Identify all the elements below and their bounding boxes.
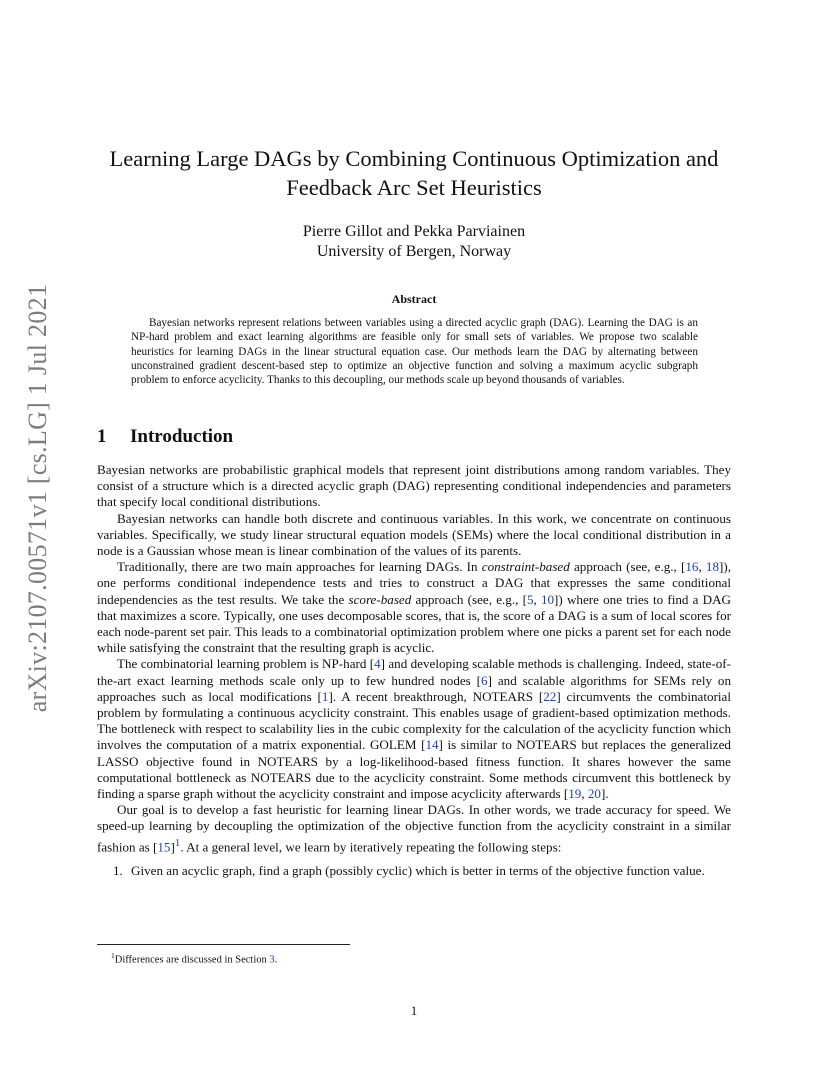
citation-link[interactable]: 20 — [587, 786, 601, 802]
paragraph-5 — [97, 802, 731, 855]
list-item-text: Given an acyclic graph, find a graph (possibly cyclic) which is better in terms of the objective function value. — [131, 863, 705, 879]
list-item-marker: 1. — [113, 863, 123, 879]
footnote — [111, 949, 277, 967]
author-block — [90, 222, 738, 262]
text-span: approach (see, e.g., [ — [569, 559, 686, 575]
citation-link[interactable]: 15 — [157, 839, 171, 855]
citation-link[interactable]: 16 — [685, 559, 699, 575]
section-body — [97, 462, 731, 879]
paragraph-4 — [97, 656, 731, 802]
footnote-text: Differences are discussed in Section — [114, 954, 270, 966]
footnote-rule — [97, 944, 350, 945]
footnote-marker[interactable]: 1 — [174, 836, 181, 849]
citation-link[interactable]: 19 — [568, 786, 582, 802]
section-heading-introduction — [97, 426, 233, 448]
citation-link[interactable]: 14 — [425, 737, 439, 753]
arxiv-stamp — [23, 283, 52, 713]
paragraph-3 — [97, 559, 731, 656]
text-span: . — [274, 954, 278, 966]
arxiv-id: arXiv:2107.00571v1 [cs.LG] 1 Jul 2021 — [23, 283, 52, 713]
text-span: , — [581, 786, 588, 802]
citation-link[interactable]: 6 — [481, 672, 488, 688]
step-list — [97, 863, 731, 879]
emphasis-score-based: score-based — [348, 591, 412, 607]
text-span: ]) where one tries to find a DAG that maximizes a score. Typically, one uses decomposable scores, that is, the score of a DAG is a sum of local scores for each node-parent set pair. This leads to a combinatorial optimization problem where one picks a parent set for each node while satisfying the constraint that the resulting graph is acyclic. — [97, 591, 732, 656]
citation-link[interactable]: 1 — [321, 688, 329, 704]
abstract-heading: Abstract — [391, 292, 437, 306]
section-title: Introduction — [130, 426, 234, 447]
text-span: The combinatorial learning problem is NP-hard [ — [117, 656, 375, 672]
paragraph-2: Bayesian networks can handle both discrete and continuous variables. In this work, we concentrate on continuous variables. Specifically, we study linear structural equation models (SEMs) where the local conditional distribution in a node is a Gaussian whose mean is linear combination of the values of its parents. — [97, 510, 731, 559]
section-number: 1 — [97, 426, 107, 447]
text-span: approach (see, e.g., [ — [411, 591, 527, 607]
text-span: ] is similar to NOTEARS but replaces the generalized LASSO objective found in NOTEARS by a log-likelihood-based fitness function. It shares however the same computational bottleneck as NOTEARS due to the acyclicity constraint. Some methods circumvent this bottleneck by finding a sparse graph without the acyclicity constraint and impose acyclicity afterwards [ — [97, 737, 731, 802]
paragraph-1: Bayesian networks are probabilistic graphical models that represent joint distributions among random variables. They consist of a structure which is a directed acyclic graph (DAG) representing conditional independencies and parameters that specify local conditional distributions. — [97, 462, 731, 510]
citation-link[interactable]: 22 — [543, 688, 557, 704]
page-number: 1 — [410, 1003, 418, 1018]
text-span: ] — [170, 839, 175, 855]
section-ref-link[interactable]: 3 — [269, 954, 275, 966]
citation-link[interactable]: 5 — [526, 591, 534, 607]
text-span: ]. A recent breakthrough, NOTEARS [ — [328, 688, 544, 704]
text-span: Traditionally, there are two main approaches for learning DAGs. In — [117, 559, 482, 575]
emphasis-constraint-based: constraint-based — [481, 559, 570, 575]
text-span: . At a general level, we learn by iteratively repeating the following steps: — [180, 839, 562, 855]
citation-link[interactable]: 18 — [705, 559, 720, 575]
list-item — [97, 863, 731, 879]
text-span: ] and scalable algorithms for SEMs rely on approaches such as local modifications [ — [97, 672, 731, 704]
text-span: ] circumvents the combinatorial problem by formulating a continuous acyclicity constraint. This enables usage of gradient-based optimization methods. The bottleneck with respect to scalability lies in the cubic complexity for the calculation of the acyclicity function which involves the computation of a matrix exponential. GOLEM [ — [97, 688, 731, 753]
text-span: ]. — [600, 786, 609, 802]
citation-link[interactable]: 4 — [374, 656, 381, 672]
abstract-text: Bayesian networks represent relations between variables using a directed acyclic graph (DAG). Learning the DAG is an NP-hard problem and exact learning algorithms are feasible only for small sets of variables. We propose two scalable heuristics for learning DAGs in the linear structural equation case. Our methods learn the DAG by alternating between unconstrained gradient descent-based step to optimize an objective function and solving a maximum acyclic subgraph problem to enforce acyclicity. Thanks to this decoupling, our methods scale up beyond thousands of variables. — [131, 317, 698, 387]
author-affiliation: University of Bergen, Norway — [316, 243, 512, 260]
paper-title: Learning Large DAGs by Combining Continuous Optimization and Feedback Arc Set Heuristics — [109, 146, 719, 200]
author-names: Pierre Gillot and Pekka Parviainen — [302, 223, 526, 240]
text-span: ]), one performs conditional independence tests and tries to construct a DAG that expresses the same conditional independencies as the test results. We take the — [97, 559, 732, 607]
text-span: ] and developing scalable methods is challenging. Indeed, state-of-the-art exact learning methods scale only up to few hundred nodes [ — [97, 656, 731, 688]
text-span: Our goal is to develop a fast heuristic for learning linear DAGs. In other words, we trade accuracy for speed. We speed-up learning by decoupling the optimization of the objective function from the acyclicity constraint in a similar fashion as [ — [97, 802, 731, 855]
citation-link[interactable]: 10 — [540, 591, 555, 607]
text-span: , — [698, 559, 706, 575]
footnote-mark: 1 — [111, 951, 115, 960]
text-span: , — [533, 591, 541, 607]
